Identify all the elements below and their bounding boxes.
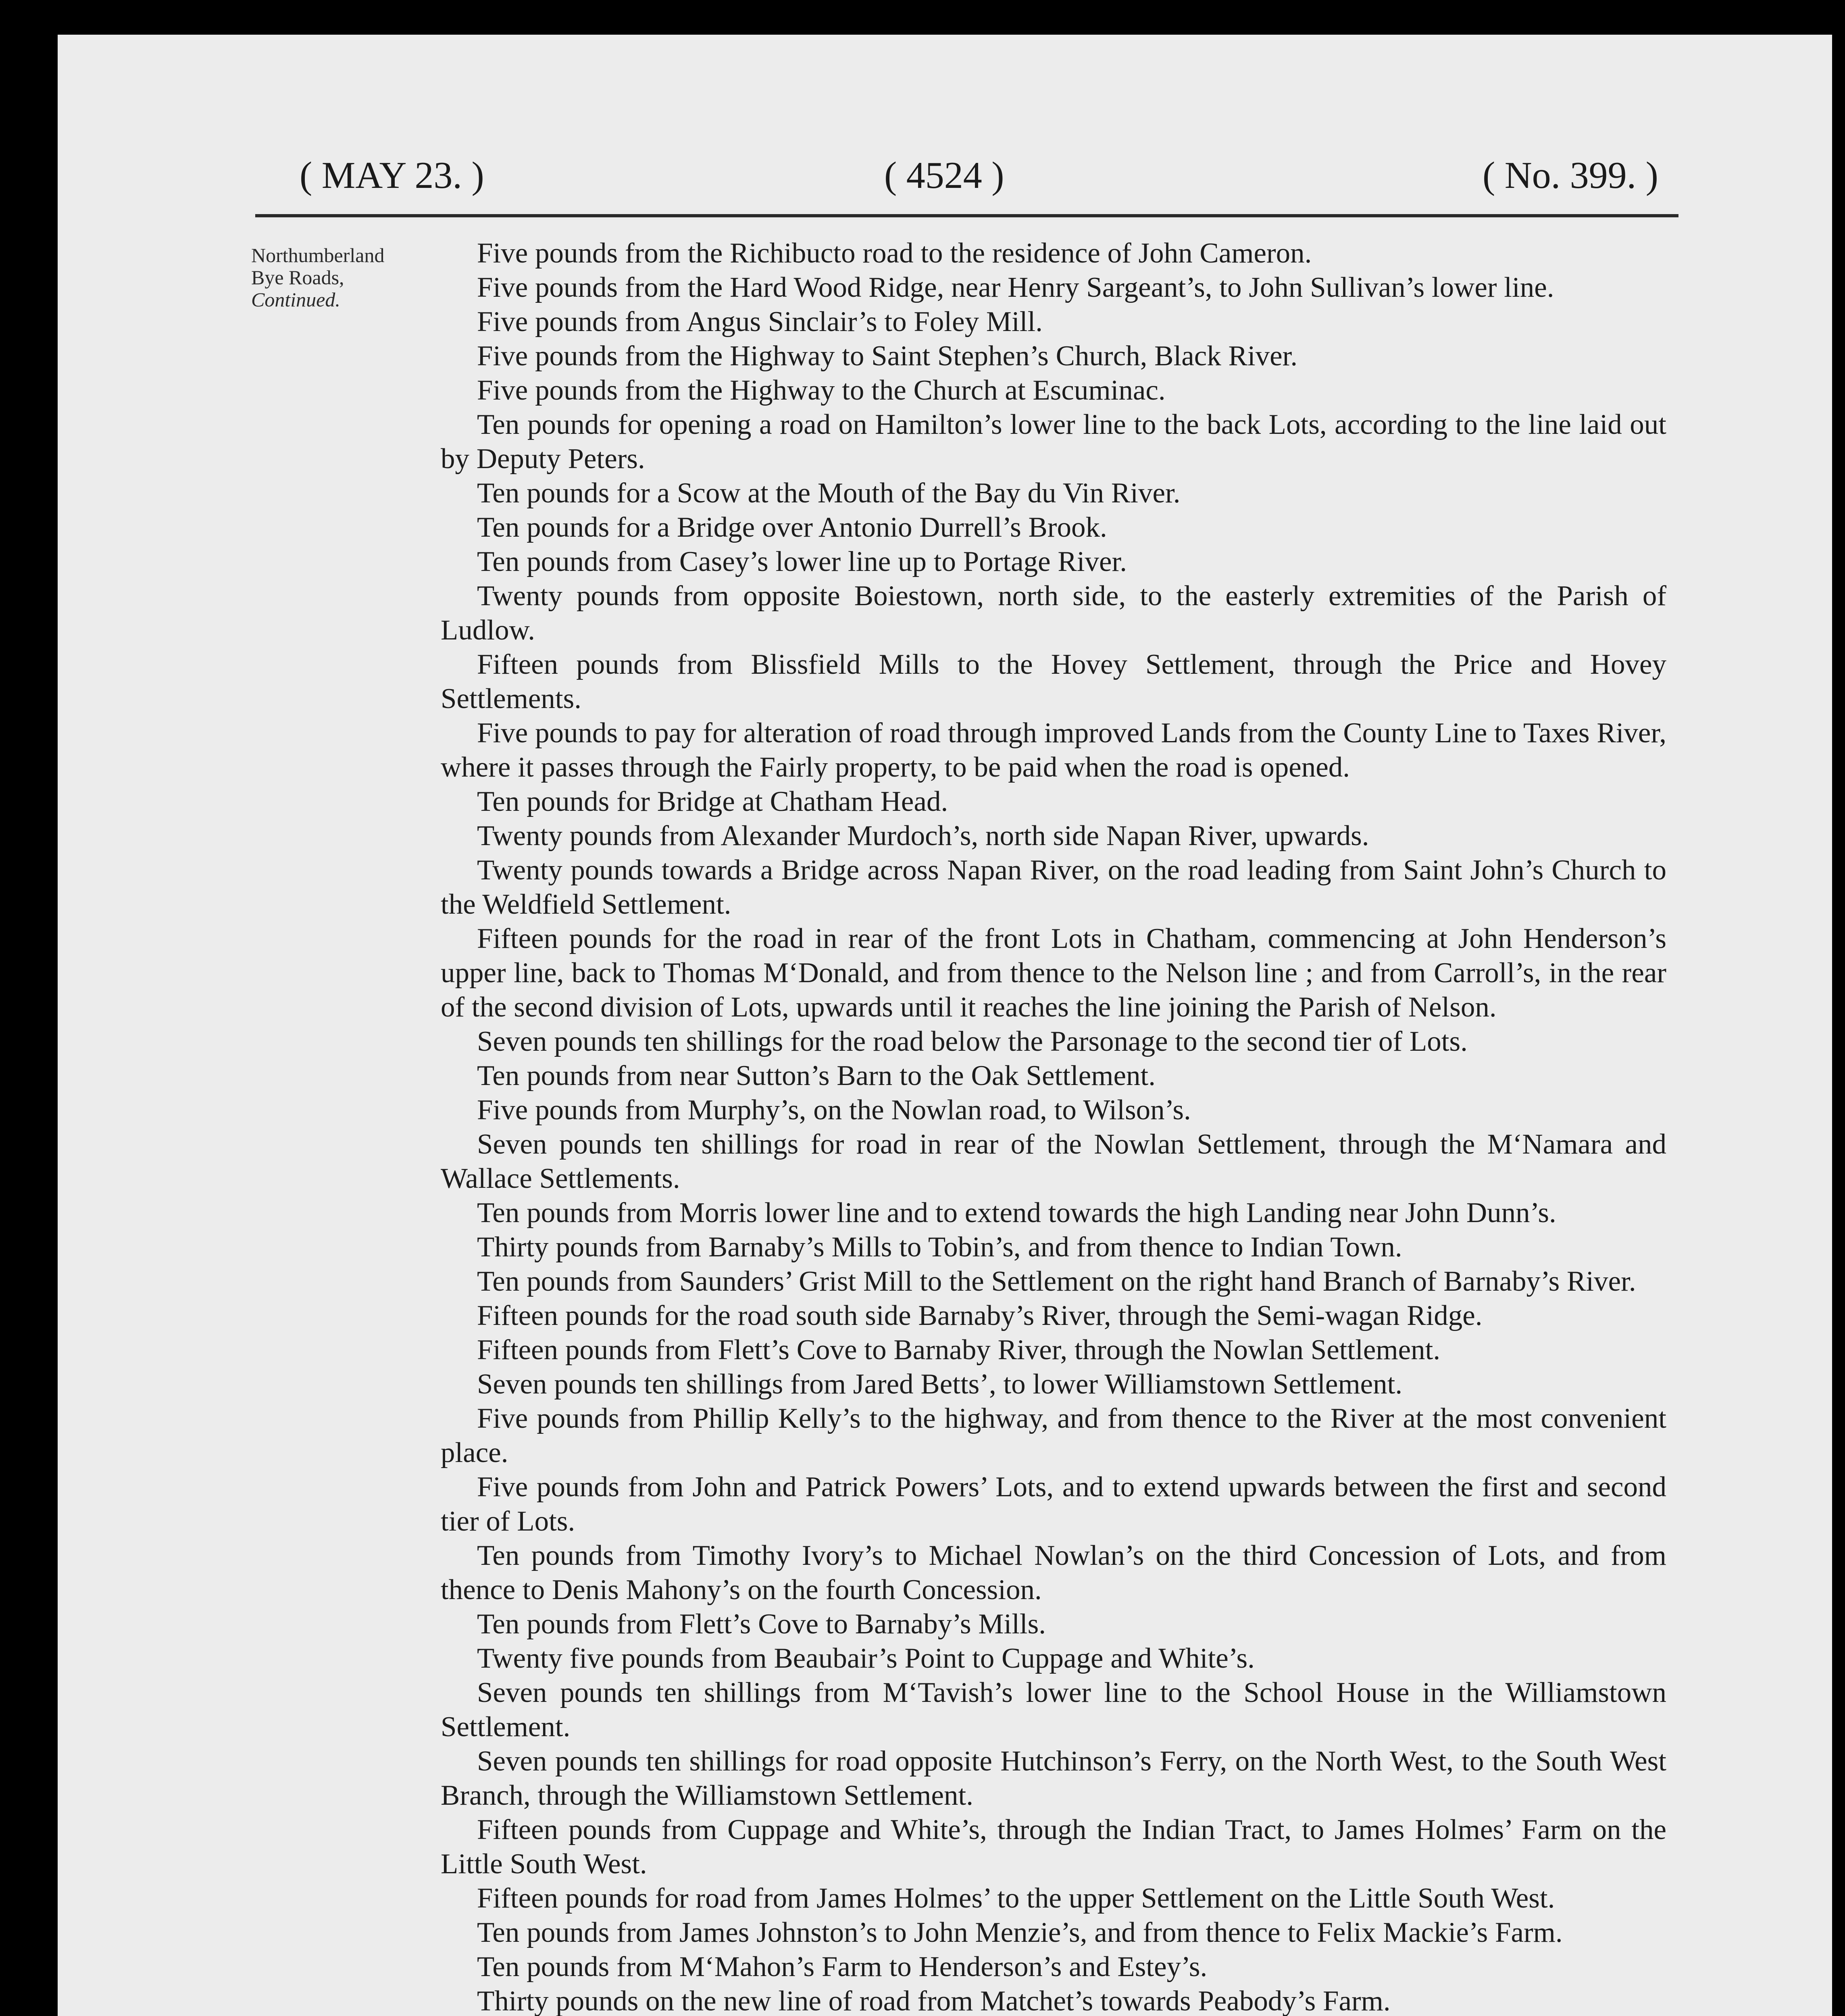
paragraph: Twenty pounds from opposite Boiestown, north side, to the easterly extremities of the Parish of Ludlow.	[441, 580, 1666, 646]
paragraph: Seven pounds ten shillings from Jared Betts’, to lower Williamstown Settlement.	[477, 1368, 1403, 1400]
paragraph: Seven pounds ten shillings for the road below the Parsonage to the second tier of Lots.	[477, 1026, 1468, 1057]
paragraph: Ten pounds from James Johnston’s to John Menzie’s, and from thence to Felix Mackie’s Farm.	[477, 1917, 1563, 1948]
page-header	[300, 154, 1658, 206]
paragraph: Five pounds to pay for alteration of road through improved Lands from the County Line to Taxes River, where it passes through the Fairly property, to be paid when the road is opened.	[441, 717, 1666, 783]
body-text	[441, 236, 1666, 2016]
paragraph: Thirty pounds from Barnaby’s Mills to Tobin’s, and from thence to Indian Town.	[477, 1231, 1402, 1263]
paragraph: Five pounds from the Richibucto road to the residence of John Cameron.	[477, 237, 1312, 269]
paragraph: Ten pounds from Saunders’ Grist Mill to the Settlement on the right hand Branch of Barnaby’s River.	[477, 1266, 1636, 1297]
header-page-number: ( 4524 )	[884, 154, 1004, 196]
paragraph: Ten pounds from Morris lower line and to extend towards the high Landing near John Dunn’s.	[477, 1197, 1556, 1229]
paragraph: Ten pounds from Flett’s Cove to Barnaby’s Mills.	[477, 1608, 1046, 1640]
paragraph: Ten pounds for Bridge at Chatham Head.	[477, 786, 948, 817]
paragraph: Ten pounds from M‘Mahon’s Farm to Henderson’s and Estey’s.	[477, 1951, 1208, 1983]
margin-note-line: Continued.	[251, 288, 340, 311]
paragraph: Fifteen pounds from Cuppage and White’s, through the Indian Tract, to James Holmes’ Farm on the Little South West.	[441, 1814, 1666, 1880]
paragraph: Fifteen pounds from Blissfield Mills to the Hovey Settlement, through the Price and Hovey Settlements.	[441, 649, 1666, 714]
document-page	[58, 35, 1832, 2016]
paragraph: Five pounds from Phillip Kelly’s to the highway, and from thence to the River at the most convenient place.	[441, 1403, 1666, 1468]
paragraph: Ten pounds from near Sutton’s Barn to the Oak Settlement.	[477, 1060, 1156, 1091]
paragraph: Seven pounds ten shillings for road in rear of the Nowlan Settlement, through the M‘Namara and Wallace Settlements.	[441, 1129, 1666, 1194]
header-chapter-number: ( No. 399. )	[1483, 154, 1658, 196]
paragraph: Fifteen pounds for the road in rear of the front Lots in Chatham, commencing at John Henderson’s upper line, back to Thomas M‘Donald, and from thence to the Nelson line ; and from Carroll’s, in the rear of the second division of Lots, upwards until it reaches the line joining the Parish of Nelson.	[441, 923, 1666, 1023]
paragraph: Thirty pounds on the new line of road from Matchet’s towards Peabody’s Farm.	[477, 1985, 1391, 2016]
header-rule	[255, 214, 1678, 217]
paragraph: Ten pounds from Casey’s lower line up to Portage River.	[477, 546, 1127, 577]
paragraph: Five pounds from the Highway to the Church at Escuminac.	[477, 375, 1166, 406]
paragraph: Fifteen pounds for road from James Holmes’ to the upper Settlement on the Little South West.	[477, 1883, 1555, 1914]
paragraph: Five pounds from the Highway to Saint Stephen’s Church, Black River.	[477, 340, 1298, 372]
paragraph: Seven pounds ten shillings from M‘Tavish’s lower line to the School House in the Williamstown Settlement.	[441, 1677, 1666, 1743]
paragraph: Seven pounds ten shillings for road opposite Hutchinson’s Ferry, on the North West, to the South West Branch, through the Williamstown Settlement.	[441, 1745, 1666, 1811]
paragraph: Five pounds from Angus Sinclair’s to Foley Mill.	[477, 306, 1043, 337]
paragraph: Five pounds from the Hard Wood Ridge, near Henry Sargeant’s, to John Sullivan’s lower line.	[477, 272, 1554, 303]
paragraph: Five pounds from Murphy’s, on the Nowlan road, to Wilson’s.	[477, 1094, 1191, 1126]
header-date: ( MAY 23. )	[300, 154, 484, 196]
paragraph: Five pounds from John and Patrick Powers’ Lots, and to extend upwards between the first and second tier of Lots.	[441, 1471, 1666, 1537]
margin-note-line: Northumberland	[251, 244, 385, 267]
paragraph: Ten pounds for a Scow at the Mouth of the Bay du Vin River.	[477, 477, 1181, 509]
paragraph: Fifteen pounds for the road south side Barnaby’s River, through the Semi-wagan Ridge.	[477, 1300, 1483, 1331]
margin-note-line: Bye Roads,	[251, 266, 344, 289]
paragraph: Twenty pounds from Alexander Murdoch’s, north side Napan River, upwards.	[477, 820, 1369, 852]
paragraph: Twenty five pounds from Beaubair’s Point to Cuppage and White’s.	[477, 1643, 1255, 1674]
paragraph: Twenty pounds towards a Bridge across Napan River, on the road leading from Saint John’s Church to the Weldfield Settlement.	[441, 854, 1666, 920]
paragraph: Ten pounds for opening a road on Hamilton’s lower line to the back Lots, according to the line laid out by Deputy Peters.	[441, 409, 1666, 475]
paragraph: Ten pounds from Timothy Ivory’s to Michael Nowlan’s on the third Concession of Lots, and from thence to Denis Mahony’s on the fourth Concession.	[441, 1540, 1666, 1606]
margin-note	[251, 244, 425, 311]
paragraph: Fifteen pounds from Flett’s Cove to Barnaby River, through the Nowlan Settlement.	[477, 1334, 1441, 1366]
paragraph: Ten pounds for a Bridge over Antonio Durrell’s Brook.	[477, 512, 1107, 543]
